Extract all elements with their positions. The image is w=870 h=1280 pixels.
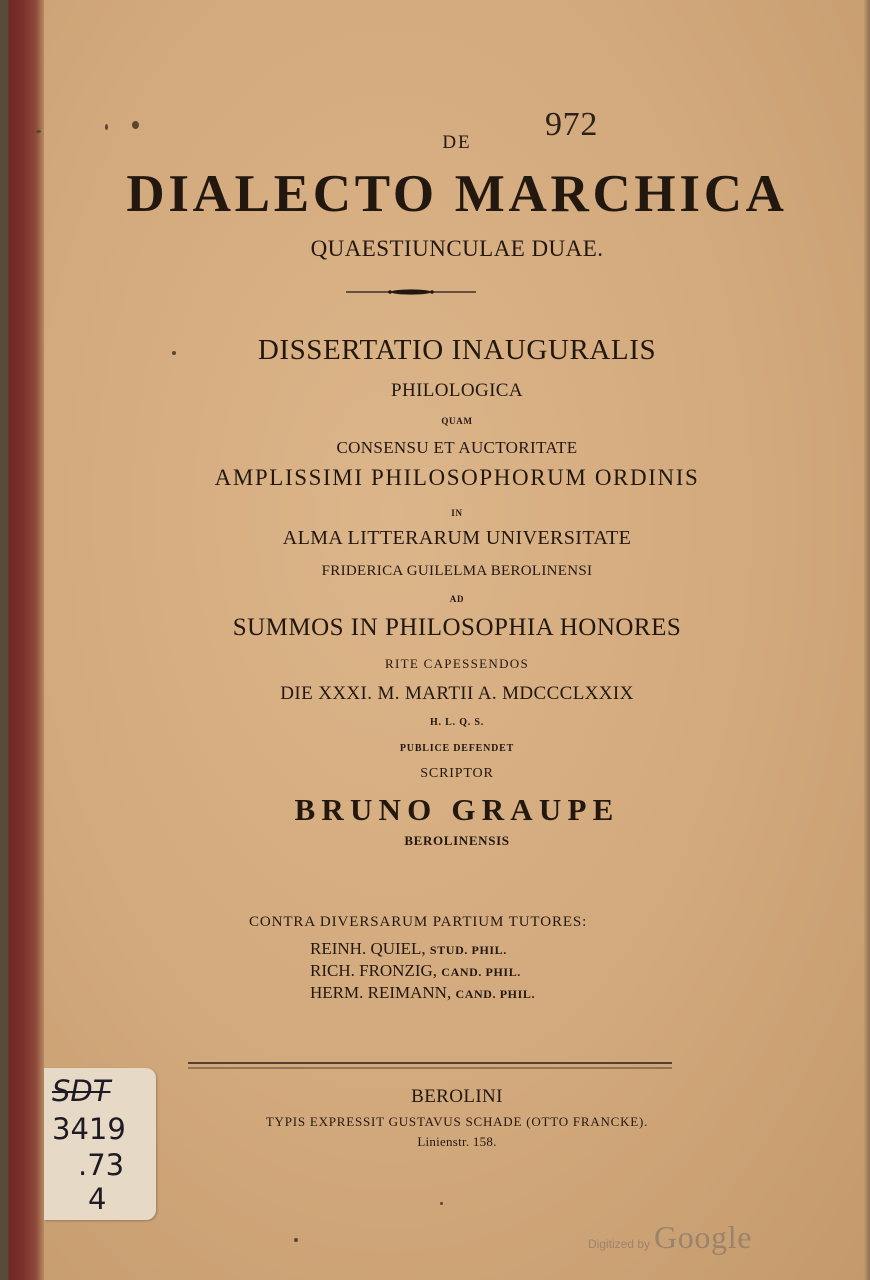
title-subtitle: QUAESTIUNCULAE DUAE. (310, 236, 604, 261)
digitized-watermark (588, 1219, 752, 1256)
text-universitas: ALMA LITTERARUM UNIVERSITATE (282, 527, 632, 549)
defense-date: DIE XXXI. M. MARTII A. MDCCCLXXIX (280, 683, 634, 704)
watermark-prefix: Digitized by (588, 1237, 651, 1251)
text-in: IN (451, 508, 463, 518)
text-publice: PUBLICE DEFENDET (399, 743, 515, 754)
ink-speck (172, 351, 176, 355)
imprint-printer: TYPIS EXPRESSIT GUSTAVUS SCHADE (OTTO FRANCKE). (265, 1114, 649, 1129)
label-line: 3419 (52, 1112, 126, 1146)
page-title: DIALECTO MARCHICA (126, 165, 788, 223)
author-name: BRUNO GRAUPE (294, 792, 620, 827)
dissertation-field: PHILOLOGICA (391, 380, 523, 401)
text-consensu: CONSENSU ET AUCTORITATE (336, 438, 578, 457)
tutor-rank: STUD. PHIL. (429, 943, 507, 957)
label-line: .73 (78, 1148, 125, 1182)
tutor-item (310, 939, 507, 959)
tutor-item (310, 961, 521, 981)
imprint-city: BEROLINI (411, 1086, 503, 1107)
ink-speck (294, 1238, 298, 1242)
text-honores: SUMMOS IN PHILOSOPHIA HONORES (232, 614, 682, 641)
imprint-address: Linienstr. 158. (417, 1134, 497, 1149)
text-scriptor: SCRIPTOR (420, 766, 494, 781)
text-hlqs: H. L. Q. S. (429, 717, 485, 728)
tutor-rank: CAND. PHIL. (455, 987, 536, 1001)
tutor-rank: CAND. PHIL. (441, 965, 521, 979)
ornament-rule (346, 285, 476, 299)
dissertation-heading: DISSERTATIO INAUGURALIS (257, 334, 657, 366)
ink-speck (105, 124, 108, 130)
tutor-name: REINH. QUIEL, (310, 939, 426, 958)
title-pre: DE (442, 132, 472, 153)
ink-speck (36, 130, 41, 133)
label-line: SDT (52, 1074, 111, 1108)
tutor-item (310, 983, 535, 1003)
tutor-name: RICH. FRONZIG, (310, 961, 438, 980)
author-origin: BEROLINENSIS (404, 833, 510, 848)
text-ordinis: AMPLISSIMI PHILOSOPHORUM ORDINIS (214, 465, 700, 490)
watermark-brand: Google (654, 1219, 753, 1255)
binding-spine (0, 0, 44, 1280)
library-label (44, 1068, 156, 1220)
catalog-number: 972 (545, 106, 599, 143)
ink-speck (132, 121, 139, 129)
tutors-heading: CONTRA DIVERSARUM PARTIUM TUTORES: (249, 914, 588, 930)
text-quam: QUAM (441, 416, 473, 426)
text-rite: RITE CAPESSENDOS (385, 656, 529, 671)
double-rule (188, 1058, 672, 1074)
tutor-name: HERM. REIMANN, (310, 983, 452, 1002)
label-line: 4 (88, 1182, 107, 1216)
text-ad: AD (449, 594, 465, 604)
text-friderica: FRIDERICA GUILELMA BEROLINENSI (321, 563, 593, 579)
ink-speck (440, 1202, 443, 1205)
